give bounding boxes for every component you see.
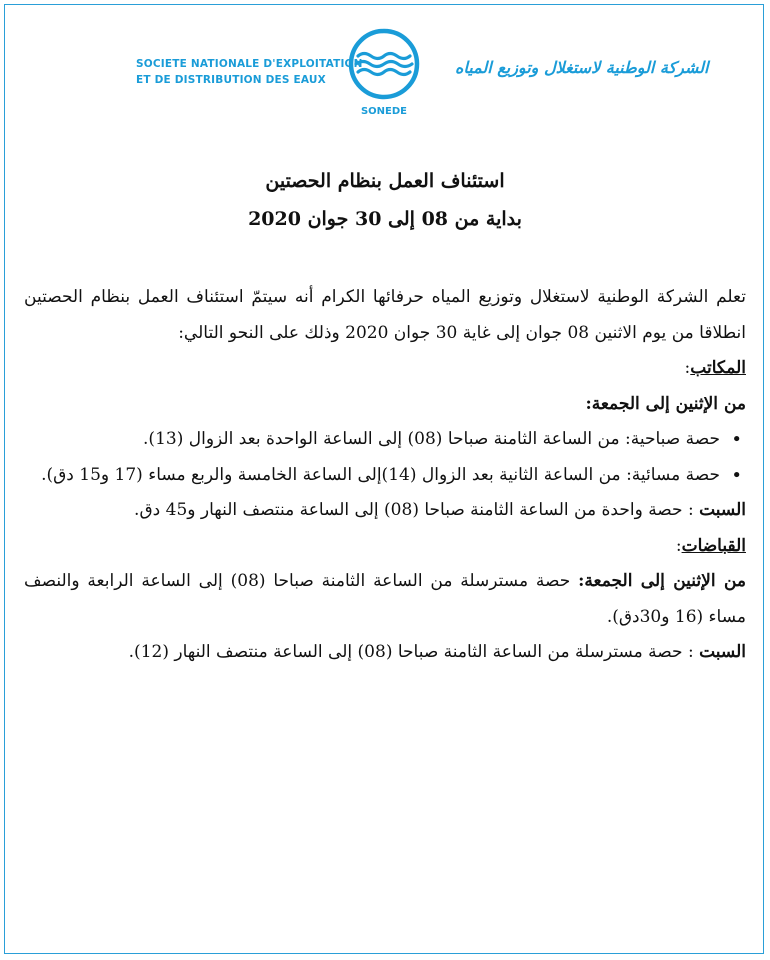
cashiers-heading: القباضات: [675, 535, 746, 556]
list-item: • حصة صباحية: من الساعة الثامنة صباحا (08) إلى الساعة الواحدة بعد الزوال (13). [24, 422, 720, 458]
list-item: • حصة مسائية: من الساعة الثانية بعد الزوال (14)إلى الساعة الخامسة والربع مساء (17 و15 دق). [24, 458, 720, 494]
company-name-arabic: الشركة الوطنية لاستغلال وتوزيع المياه [455, 58, 709, 77]
offices-saturday: السبت : حصة واحدة من الساعة الثامنة صباحا (08) إلى الساعة منتصف النهار و45 دق. [134, 500, 746, 520]
notice-title: استئناف العمل بنظام الحصتين [265, 170, 505, 192]
logo-text: SONEDE [360, 106, 408, 117]
notice-subtitle: بداية من 08 إلى 30 جوان 2020 [248, 208, 522, 230]
offices-heading: المكاتب: [684, 358, 746, 378]
letterhead [0, 0, 770, 135]
intro-paragraph: تعلم الشركة الوطنية لاستغلال وتوزيع المياه حرفائها الكرام أنه سيتمّ استئناف العمل بنظام الحصتين انطلاقا من يوم الاثنين 08 جوان إلى غاية 30 جوان 2020 وذلك على النحو التالي: [24, 287, 746, 343]
offices-weekday-label: من الإثنين إلى الجمعة: [585, 393, 746, 414]
cashiers-weekday: من الإثنين إلى الجمعة: حصة مسترسلة من الساعة الثامنة صباحا (08) إلى الساعة الرابعة والنصف مساء (16 و30دق). [24, 571, 746, 627]
offices-schedule-list [24, 422, 746, 493]
notice-body [24, 280, 746, 671]
company-name-french: SOCIETE NATIONALE D'EXPLOITATION ET DE DISTRIBUTION DES EAUX [136, 58, 363, 86]
cashiers-saturday: السبت : حصة مسترسلة من الساعة الثامنة صباحا (08) إلى الساعة منتصف النهار (12). [128, 642, 746, 662]
